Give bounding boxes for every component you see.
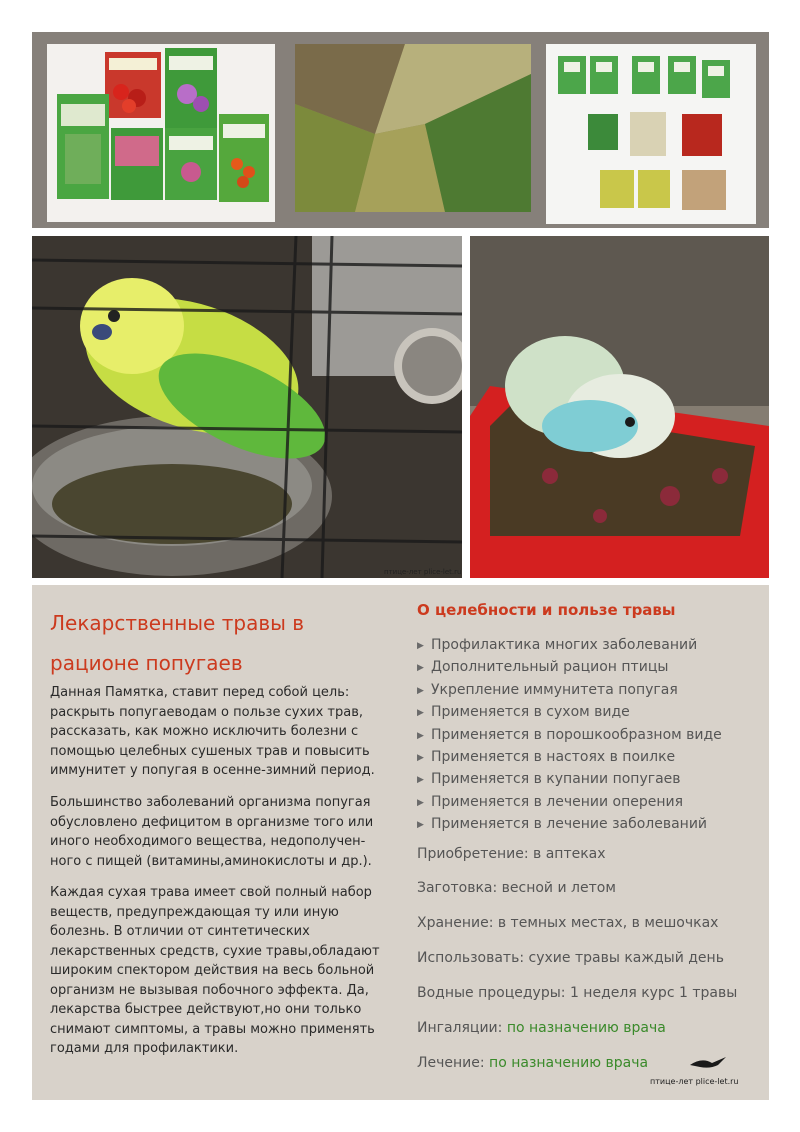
list-item: ▶ Применяется в порошкообразном виде	[417, 725, 722, 747]
top-photo-strip	[32, 32, 769, 228]
info-harvest: Заготовка: весной и летом	[417, 880, 616, 896]
triangle-bullet-icon: ▶	[417, 663, 424, 674]
list-item: ▶ Профилактика многих заболеваний	[417, 635, 722, 657]
triangle-bullet-icon: ▶	[417, 708, 424, 719]
benefits-heading: О целебности и пользе травы	[417, 601, 676, 619]
photo-herb-packages	[546, 44, 756, 224]
photo-dried-herbs	[295, 44, 531, 212]
page-title: Лекарственные травы в рационе попугаев	[50, 611, 305, 675]
triangle-bullet-icon: ▶	[417, 685, 424, 696]
herb-boxes-illustration	[47, 44, 275, 222]
info-inhalation: Ингаляции: по назначению врача	[417, 1020, 666, 1036]
triangle-bullet-icon: ▶	[417, 775, 424, 786]
triangle-bullet-icon: ▶	[417, 820, 424, 831]
info-usage: Использовать: сухие травы каждый день	[417, 950, 724, 966]
photo-watermark: птице-лет plice-let.ru	[384, 568, 462, 576]
herb-packages-illustration	[546, 44, 756, 224]
benefits-list	[417, 635, 722, 837]
triangle-bullet-icon: ▶	[417, 753, 424, 764]
site-logo	[650, 1055, 760, 1095]
parrot-cage-illustration	[32, 236, 462, 578]
photo-parrot-feeder	[470, 236, 769, 578]
info-purchase: Приобретение: в аптеках	[417, 846, 606, 862]
info-storage: Хранение: в темных местах, в мешочках	[417, 915, 719, 931]
list-item: ▶ Укрепление иммунитета попугая	[417, 680, 722, 702]
deficiency-paragraph: Большинство заболеваний организма попугая обусловлено дефицитом в организме того или иного необходимого вещества, недополучен-ного с пищей (витамины,аминокислоты и др.).	[50, 795, 374, 869]
intro-paragraph: Данная Памятка, ставит перед собой цель: раскрыть попугаеводам о пользе сухих трав, рассказать, как можно исключить болезни с помощью целебных сушеных трав и повысить иммунитет у попугая в осенне-зимний период.	[50, 685, 375, 778]
triangle-bullet-icon: ▶	[417, 797, 424, 808]
photo-herb-boxes	[47, 44, 275, 222]
dried-herbs-illustration	[295, 44, 531, 212]
parrot-feeder-illustration	[470, 236, 769, 578]
list-item: ▶ Дополнительный рацион птицы	[417, 657, 722, 679]
info-water-procedures: Водные процедуры: 1 неделя курс 1 травы	[417, 985, 738, 1001]
logo-text: птице-лет plice-let.ru	[650, 1077, 739, 1086]
triangle-bullet-icon: ▶	[417, 730, 424, 741]
list-item: ▶ Применяется в настоях в поилке	[417, 747, 722, 769]
list-item: ▶ Применяется в сухом виде	[417, 702, 722, 724]
list-item: ▶ Применяется в лечение заболеваний	[417, 814, 722, 836]
herbs-paragraph: Каждая сухая трава имеет свой полный набор веществ, предупреждающая ту или иную болезнь. В отличии от синтетических лекарственных средств, сухие травы,обладают широким спектором действия на весь больной организм не вызывая побочного эффекта. Да, лекарства быстрее действуют,но они только снимают симптомы, а травы можно применять годами для профилактики.	[50, 885, 380, 1056]
triangle-bullet-icon: ▶	[417, 641, 424, 651]
text-panel	[32, 585, 769, 1100]
info-treatment: Лечение: по назначению врача	[417, 1055, 649, 1071]
list-item: ▶ Применяется в купании попугаев	[417, 769, 722, 791]
swallow-logo-icon	[688, 1055, 728, 1075]
photo-parrot-cage	[32, 236, 462, 578]
list-item: ▶ Применяется в лечении оперения	[417, 792, 722, 814]
